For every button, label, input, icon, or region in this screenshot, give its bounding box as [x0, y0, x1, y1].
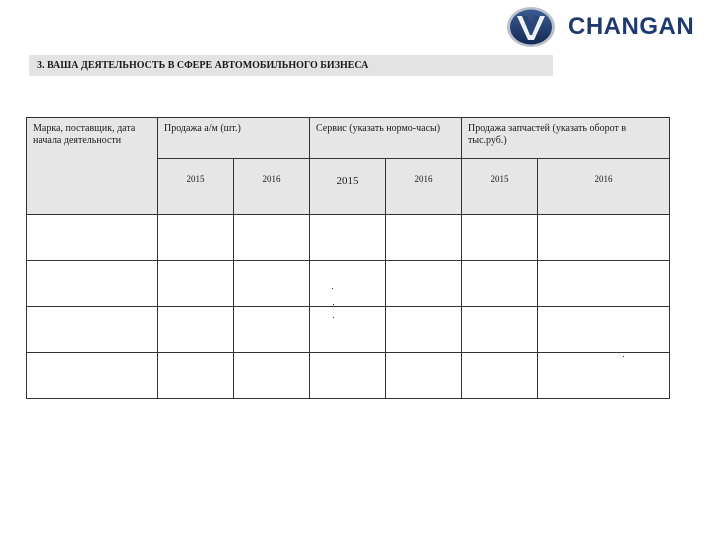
table-cell[interactable] [386, 215, 462, 261]
table-cell[interactable] [158, 353, 234, 399]
year-label: 2015 [490, 174, 509, 184]
header-brand-label: Марка, поставщик, дата начала деятельности [33, 123, 136, 146]
table-cell[interactable] [27, 307, 158, 353]
year-cell [462, 159, 538, 215]
table-cell[interactable] [27, 353, 158, 399]
header-row [27, 118, 670, 159]
table-cell[interactable] [538, 307, 670, 353]
stray-dot [623, 356, 624, 357]
table-cell[interactable] [310, 353, 386, 399]
year-label: 2016 [262, 174, 281, 184]
table-cell[interactable] [310, 215, 386, 261]
table-cell[interactable] [462, 261, 538, 307]
table-cell[interactable] [386, 307, 462, 353]
table-cell[interactable] [234, 261, 310, 307]
table-cell[interactable] [158, 307, 234, 353]
stray-dot [333, 304, 334, 305]
year-cell [386, 159, 462, 215]
header-parts-label: Продажа запчастей (указать оборот в тыс.руб.) [468, 123, 627, 146]
year-cell [158, 159, 234, 215]
header-brand-cell [27, 118, 158, 215]
table-row [27, 307, 670, 353]
table-row [27, 261, 670, 307]
table-cell[interactable] [310, 307, 386, 353]
year-label: 2016 [594, 174, 613, 184]
year-cell [234, 159, 310, 215]
table-cell[interactable] [538, 353, 670, 399]
table-cell[interactable] [234, 307, 310, 353]
business-activity-table [26, 117, 670, 399]
table-cell[interactable] [158, 215, 234, 261]
table-cell[interactable] [462, 215, 538, 261]
header-service-cell [310, 118, 462, 159]
table-cell[interactable] [386, 261, 462, 307]
table-cell[interactable] [386, 353, 462, 399]
table-cell[interactable] [462, 353, 538, 399]
stray-dot [333, 317, 334, 318]
header-parts-cell [462, 118, 670, 159]
year-cell [538, 159, 670, 215]
year-label: 2015 [186, 174, 205, 184]
table-row [27, 353, 670, 399]
table-cell[interactable] [234, 215, 310, 261]
table-cell[interactable] [158, 261, 234, 307]
header-car-sales-label: Продажа а/м (шт.) [164, 123, 241, 134]
stray-dot [332, 288, 333, 289]
year-cell [310, 159, 386, 215]
brand-name: CHANGAN [568, 13, 695, 40]
header-car-sales-cell [158, 118, 310, 159]
section-title: 3. ВАША ДЕЯТЕЛЬНОСТЬ В СФЕРЕ АВТОМОБИЛЬНОГО БИЗНЕСА [29, 55, 553, 76]
table-row [27, 215, 670, 261]
header-service-label: Сервис (указать нормо-часы) [316, 123, 441, 134]
table-cell[interactable] [27, 215, 158, 261]
table-cell[interactable] [538, 215, 670, 261]
table-cell[interactable] [234, 353, 310, 399]
brand-logo [506, 6, 712, 48]
table-cell[interactable] [462, 307, 538, 353]
changan-v-emblem-icon [506, 6, 556, 48]
year-label: 2015 [336, 175, 359, 187]
year-label: 2016 [414, 174, 433, 184]
table-cell[interactable] [27, 261, 158, 307]
table-cell[interactable] [310, 261, 386, 307]
table-cell[interactable] [538, 261, 670, 307]
